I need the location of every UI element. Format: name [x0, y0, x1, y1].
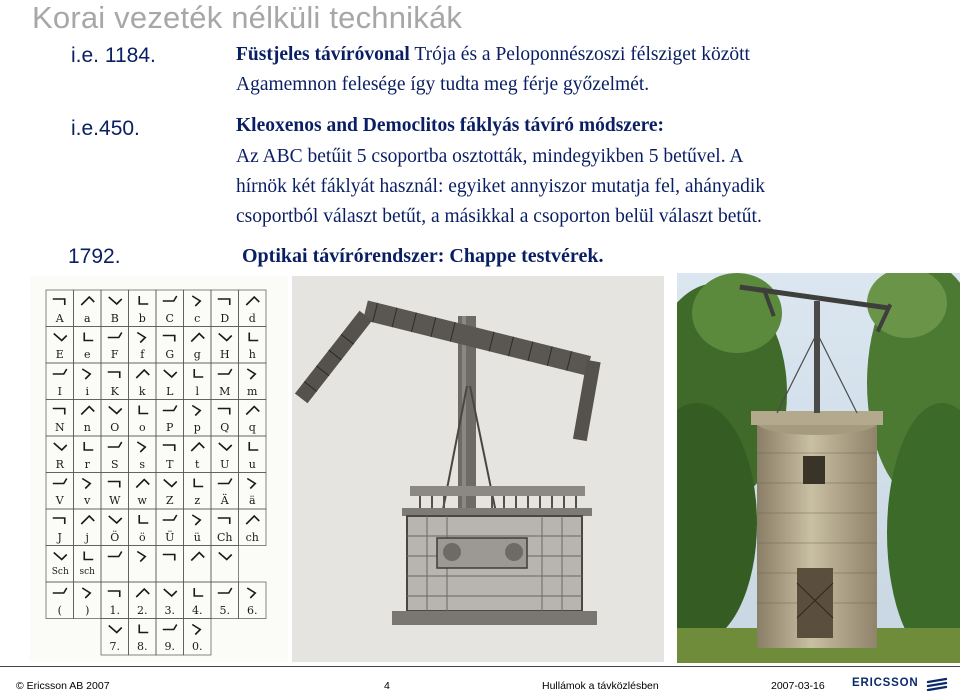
- code-cell-label: g: [193, 348, 201, 361]
- semaphore-glyph: [109, 297, 122, 304]
- code-cell-label: O: [110, 421, 120, 434]
- semaphore-glyph: [82, 479, 90, 489]
- semaphore-glyph: [246, 516, 259, 524]
- entry-heading: Füstjeles távíróvonal: [236, 44, 410, 65]
- code-cell-label: p: [193, 421, 201, 434]
- semaphore-glyph: [136, 480, 149, 488]
- code-cell-label: T: [166, 457, 174, 471]
- code-cell-label: Ä: [220, 494, 229, 507]
- semaphore-glyph: [139, 406, 148, 414]
- semaphore-glyph: [54, 334, 67, 341]
- year-label: i.e. 1184.: [71, 44, 156, 67]
- code-cell-label: A: [55, 311, 64, 325]
- semaphore-glyph: [53, 518, 65, 524]
- semaphore-glyph: [82, 369, 90, 379]
- code-cell-label: 6.: [247, 603, 258, 617]
- code-cell-label: I: [57, 384, 62, 398]
- semaphore-glyph: [53, 299, 65, 305]
- code-cell-label: e: [83, 348, 91, 361]
- semaphore-glyph: [218, 479, 232, 484]
- footer-page-number: 4: [384, 680, 390, 692]
- entry-text: Trója és a Peloponnészoszi félsziget között: [414, 44, 750, 65]
- code-cell-label: o: [138, 421, 146, 434]
- semaphore-glyph: [164, 480, 177, 487]
- semaphore-glyph: [54, 553, 67, 560]
- semaphore-glyph: [194, 588, 203, 596]
- semaphore-glyph: [163, 336, 175, 342]
- entry-heading: Optikai távírórendszer: Chappe testvérek.: [242, 245, 604, 267]
- code-cell-label: j: [85, 530, 89, 544]
- semaphore-glyph: [137, 552, 145, 562]
- code-cell-label: n: [83, 421, 91, 434]
- code-cell-label: r: [84, 457, 90, 471]
- code-cell-label: ä: [248, 494, 256, 507]
- code-cell-label: Ö: [110, 530, 120, 544]
- code-cell-label: u: [248, 457, 256, 471]
- code-cell-label: w: [137, 494, 147, 507]
- code-cell-label: f: [140, 348, 145, 361]
- code-cell-label: B: [110, 311, 119, 325]
- code-cell-label: H: [219, 348, 230, 361]
- code-cell-label: F: [110, 348, 119, 361]
- semaphore-glyph: [191, 334, 204, 342]
- code-cell-label: c: [194, 311, 201, 325]
- code-cell-label: Q: [220, 421, 230, 434]
- code-cell-label: R: [55, 457, 64, 471]
- code-cell-label: m: [247, 384, 258, 398]
- code-cell-label: i: [85, 384, 90, 398]
- code-cell-label: q: [248, 421, 256, 434]
- semaphore-glyph: [108, 482, 120, 488]
- ericsson-logo-text: ERICSSON: [852, 677, 919, 689]
- code-cell-label: ): [85, 603, 90, 617]
- semaphore-glyph: [247, 369, 255, 379]
- code-cell-label: 0.: [192, 640, 203, 653]
- code-cell-label: 1.: [109, 603, 120, 617]
- code-cell-label: sch: [79, 567, 95, 577]
- semaphore-glyph: [54, 443, 67, 450]
- year-label: 1792.: [68, 245, 121, 268]
- semaphore-glyph: [137, 442, 145, 452]
- code-cell-label: W: [109, 494, 121, 507]
- semaphore-glyph: [108, 333, 122, 338]
- footer-copyright: © Ericsson AB 2007: [16, 680, 110, 692]
- code-cell-label: U: [220, 457, 230, 471]
- semaphore-glyph: [53, 409, 65, 415]
- code-cell-label: 9.: [164, 640, 175, 653]
- semaphore-glyph: [219, 334, 232, 341]
- code-cell-label: 7.: [109, 640, 120, 653]
- semaphore-glyph: [218, 588, 232, 593]
- code-cell-label: J: [57, 530, 62, 544]
- code-cell: [184, 546, 212, 583]
- semaphore-glyph: [194, 369, 203, 377]
- code-cell-label: C: [165, 311, 174, 325]
- code-cell-label: d: [248, 311, 256, 325]
- entry-text: hírnök két fáklyát használ: egyiket annyiszor mutatja fel, ahányadik: [236, 176, 766, 197]
- semaphore-glyph: [81, 516, 94, 524]
- semaphore-glyph: [164, 589, 177, 596]
- semaphore-glyph: [109, 626, 122, 633]
- semaphore-glyph: [249, 333, 258, 341]
- entry-line: [236, 40, 750, 70]
- semaphore-glyph: [81, 297, 94, 305]
- semaphore-glyph: [191, 553, 204, 561]
- code-cell-label: h: [248, 348, 256, 361]
- footer-course-title: Hullámok a távközlésben: [542, 680, 659, 692]
- code-cell-label: k: [138, 384, 146, 398]
- code-cell-label: N: [54, 421, 65, 434]
- semaphore-glyph: [53, 369, 67, 374]
- code-cell-label: l: [195, 384, 200, 398]
- semaphore-glyph: [219, 443, 232, 450]
- semaphore-glyph: [84, 333, 93, 341]
- semaphore-glyph: [219, 553, 232, 560]
- semaphore-glyph: [247, 588, 255, 598]
- ericsson-logo-icon: [925, 677, 949, 691]
- code-cell-label: v: [84, 494, 91, 507]
- semaphore-glyph: [163, 406, 177, 411]
- semaphore-glyph: [192, 515, 200, 525]
- semaphore-glyph: [82, 588, 90, 598]
- code-cell-label: ö: [138, 530, 146, 544]
- year-label: i.e.450.: [71, 117, 140, 140]
- code-cell-label: Ch: [216, 530, 233, 544]
- code-cell-label: L: [166, 384, 174, 398]
- code-cell-label: M: [219, 384, 231, 398]
- code-cell-label: P: [166, 421, 174, 434]
- semaphore-glyph: [139, 625, 148, 633]
- semaphore-glyph: [163, 296, 177, 301]
- code-cell: [211, 546, 239, 583]
- semaphore-glyph: [246, 297, 259, 305]
- semaphore-glyph: [218, 369, 232, 374]
- code-cell-label: Ü: [165, 530, 175, 544]
- semaphore-glyph: [139, 296, 148, 304]
- code-cell: [129, 546, 157, 583]
- semaphore-glyph: [163, 515, 177, 520]
- semaphore-glyph: [163, 625, 177, 630]
- semaphore-glyph: [109, 407, 122, 414]
- semaphore-glyph: [192, 406, 200, 416]
- semaphore-glyph: [81, 407, 94, 415]
- semaphore-glyph: [163, 445, 175, 451]
- code-cell-label: 4.: [192, 603, 203, 617]
- semaphore-glyph: [108, 552, 122, 557]
- code-cell-label: K: [110, 384, 119, 398]
- semaphore-glyph: [164, 370, 177, 377]
- semaphore-glyph: [218, 299, 230, 305]
- code-cell-label: 8.: [137, 640, 148, 653]
- semaphore-glyph: [84, 442, 93, 450]
- footer-date: 2007-03-16: [771, 680, 825, 692]
- code-cell: [156, 546, 184, 583]
- semaphore-glyph: [136, 589, 149, 597]
- semaphore-glyph: [163, 555, 175, 561]
- code-cell-label: b: [138, 311, 146, 325]
- chappe-tower-photo: [677, 273, 960, 663]
- semaphore-glyph: [108, 591, 120, 597]
- semaphore-glyph: [53, 588, 67, 593]
- slide-title: Korai vezeték nélküli technikák: [32, 0, 463, 35]
- code-cell-label: 3.: [164, 603, 175, 617]
- semaphore-glyph: [84, 552, 93, 560]
- semaphore-glyph: [218, 409, 230, 415]
- semaphore-glyph: [249, 442, 258, 450]
- code-cell-label: ch: [245, 530, 259, 544]
- semaphore-glyph: [218, 518, 230, 524]
- code-cell-label: a: [83, 311, 91, 325]
- code-cell-label: ü: [193, 530, 201, 544]
- entry-text: csoportból választ betűt, a másikkal a csoporton belül választ betűt.: [236, 206, 762, 227]
- code-cell-label: Sch: [51, 567, 69, 577]
- code-cell-label: D: [220, 311, 230, 325]
- semaphore-glyph: [246, 407, 259, 415]
- code-cell-label: 2.: [137, 603, 148, 617]
- semaphore-glyph: [192, 296, 200, 306]
- code-cell-label: s: [139, 457, 146, 471]
- code-cell-label: S: [110, 457, 119, 471]
- semaphore-glyph: [194, 479, 203, 487]
- semaphore-code-chart: [30, 276, 288, 662]
- semaphore-glyph: [136, 370, 149, 378]
- chappe-telegraph-drawing: [292, 276, 664, 662]
- code-cell-label: (: [57, 603, 62, 617]
- code-cell-label: Z: [165, 494, 174, 507]
- semaphore-glyph: [137, 333, 145, 343]
- semaphore-glyph: [192, 625, 200, 635]
- entry-text: Agamemnon felesége így tudta meg férje győzelmét.: [236, 74, 650, 95]
- code-cell-label: t: [195, 457, 200, 471]
- code-cell-label: G: [165, 348, 175, 361]
- semaphore-glyph: [191, 443, 204, 451]
- semaphore-glyph: [109, 516, 122, 523]
- entry-text: Az ABC betűit 5 csoportba osztották, mindegyikben 5 betűvel. A: [236, 146, 744, 167]
- code-cell-label: E: [55, 348, 64, 361]
- code-cell-label: z: [194, 494, 201, 507]
- code-cell-label: 5.: [219, 603, 230, 617]
- semaphore-glyph: [108, 442, 122, 447]
- semaphore-glyph: [108, 372, 120, 378]
- code-cell: [101, 546, 129, 583]
- footer-divider: [0, 666, 960, 667]
- semaphore-glyph: [247, 479, 255, 489]
- semaphore-glyph: [53, 479, 67, 484]
- entry-heading: Kleoxenos and Democlitos fáklyás távíró módszere:: [236, 115, 665, 136]
- semaphore-glyph: [139, 515, 148, 523]
- code-cell-label: V: [55, 494, 64, 507]
